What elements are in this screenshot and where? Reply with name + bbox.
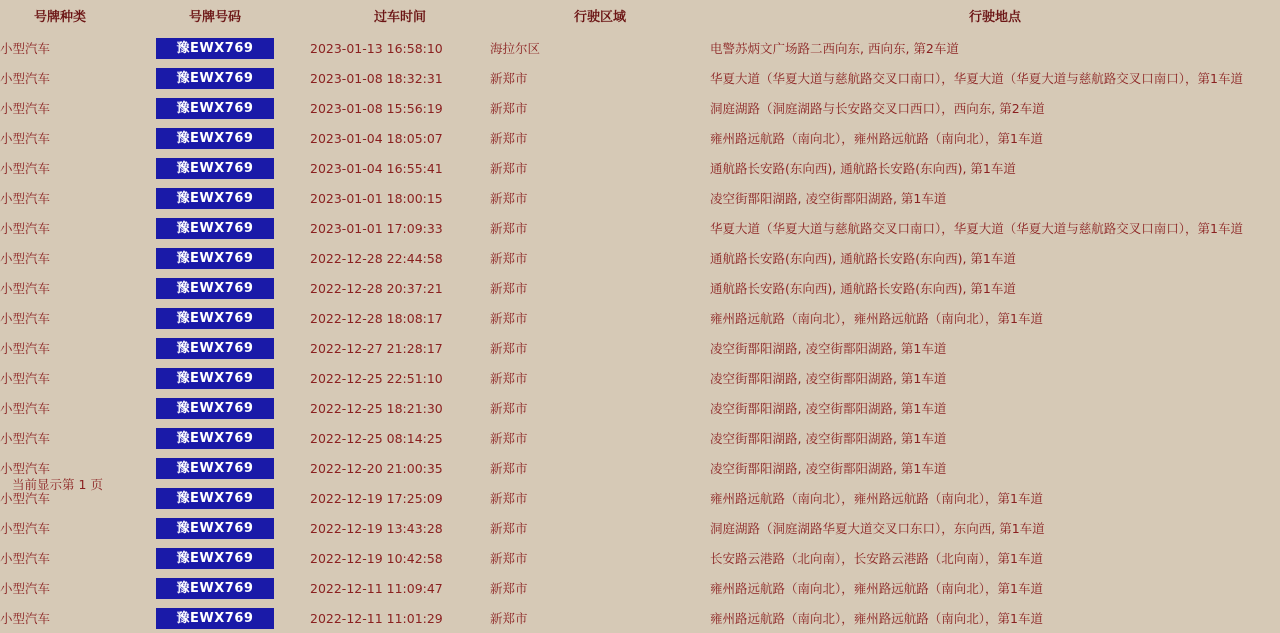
- plate-badge[interactable]: 豫EWX769: [156, 338, 274, 359]
- cell-drive-place: 通航路长安路(东向西), 通航路长安路(东向西), 第1车道: [710, 251, 1016, 266]
- cell-drive-place: 洞庭湖路（洞庭湖路与长安路交叉口西口），西向东, 第2车道: [710, 101, 1045, 116]
- cell-drive-place: 凌空街鄑阳湖路, 凌空街鄑阳湖路, 第1车道: [710, 341, 947, 356]
- plate-badge[interactable]: 豫EWX769: [156, 98, 274, 119]
- plate-badge[interactable]: 豫EWX769: [156, 158, 274, 179]
- cell-plate-number[interactable]: [120, 63, 310, 93]
- column-header-plate-type: 号牌种类: [33, 10, 86, 25]
- table-row[interactable]: [0, 63, 1280, 93]
- table-row[interactable]: [0, 543, 1280, 573]
- cell-pass-time: 2022-12-11 11:09:47: [310, 580, 443, 596]
- cell-drive-area: 新郑市: [490, 401, 528, 416]
- cell-pass-time: 2023-01-01 18:00:15: [310, 190, 443, 206]
- cell-pass-time: 2022-12-25 08:14:25: [310, 430, 443, 446]
- pagination-page-number: 1: [78, 477, 87, 492]
- cell-plate-type: 小型汽车: [0, 431, 51, 446]
- cell-drive-area: 新郑市: [490, 251, 528, 266]
- cell-drive-place: 长安路云港路（北向南），长安路云港路（北向南），第1车道: [710, 551, 1043, 566]
- cell-plate-number[interactable]: [120, 543, 310, 573]
- cell-drive-place: 通航路长安路(东向西), 通航路长安路(东向西), 第1车道: [710, 161, 1016, 176]
- cell-plate-type: 小型汽车: [0, 491, 51, 506]
- cell-plate-number[interactable]: [120, 303, 310, 333]
- cell-pass-time: 2022-12-25 22:51:10: [310, 370, 443, 386]
- cell-drive-place: 雍州路远航路（南向北），雍州路远航路（南向北），第1车道: [710, 131, 1043, 146]
- table-row[interactable]: [0, 393, 1280, 423]
- cell-plate-number[interactable]: [120, 483, 310, 513]
- cell-drive-area: 新郑市: [490, 71, 528, 86]
- cell-drive-place: 通航路长安路(东向西), 通航路长安路(东向西), 第1车道: [710, 281, 1016, 296]
- table-row[interactable]: [0, 303, 1280, 333]
- plate-badge[interactable]: 豫EWX769: [156, 128, 274, 149]
- cell-pass-time: 2022-12-27 21:28:17: [310, 340, 443, 356]
- pagination-status: [12, 475, 103, 493]
- cell-plate-number[interactable]: [120, 183, 310, 213]
- cell-drive-area: 新郑市: [490, 101, 528, 116]
- cell-pass-time: 2023-01-04 18:05:07: [310, 130, 443, 146]
- plate-badge[interactable]: 豫EWX769: [156, 518, 274, 539]
- cell-drive-area: 新郑市: [490, 131, 528, 146]
- cell-drive-place: 凌空街鄑阳湖路, 凌空街鄑阳湖路, 第1车道: [710, 461, 947, 476]
- cell-plate-number[interactable]: [120, 213, 310, 243]
- plate-badge[interactable]: 豫EWX769: [156, 428, 274, 449]
- table-row[interactable]: [0, 213, 1280, 243]
- cell-drive-place: 电警苏炳文广场路二西向东, 西向东, 第2车道: [710, 41, 959, 56]
- cell-drive-area: 新郑市: [490, 581, 528, 596]
- plate-badge[interactable]: 豫EWX769: [156, 488, 274, 509]
- cell-plate-type: 小型汽车: [0, 311, 51, 326]
- pagination-suffix: 页: [90, 477, 103, 492]
- cell-plate-type: 小型汽车: [0, 41, 51, 56]
- table-row[interactable]: [0, 483, 1280, 513]
- cell-drive-place: 雍州路远航路（南向北），雍州路远航路（南向北），第1车道: [710, 311, 1043, 326]
- cell-drive-area: 海拉尔区: [490, 41, 541, 56]
- column-header-drive-area: 行驶区域: [573, 10, 626, 25]
- table-row[interactable]: [0, 183, 1280, 213]
- plate-badge[interactable]: 豫EWX769: [156, 398, 274, 419]
- cell-plate-type: 小型汽车: [0, 251, 51, 266]
- cell-drive-place: 凌空街鄑阳湖路, 凌空街鄑阳湖路, 第1车道: [710, 371, 947, 386]
- cell-drive-area: 新郑市: [490, 431, 528, 446]
- cell-plate-number[interactable]: [120, 603, 310, 633]
- cell-plate-number[interactable]: [120, 393, 310, 423]
- plate-badge[interactable]: 豫EWX769: [156, 188, 274, 209]
- table-row[interactable]: [0, 333, 1280, 363]
- cell-drive-place: 雍州路远航路（南向北），雍州路远航路（南向北），第1车道: [710, 581, 1043, 596]
- cell-pass-time: 2023-01-08 15:56:19: [310, 100, 443, 116]
- cell-drive-area: 新郑市: [490, 551, 528, 566]
- cell-plate-type: 小型汽车: [0, 71, 51, 86]
- cell-drive-place: 洞庭湖路（洞庭湖路华夏大道交叉口东口），东向西, 第1车道: [710, 521, 1045, 536]
- table-row[interactable]: [0, 363, 1280, 393]
- cell-pass-time: 2023-01-08 18:32:31: [310, 70, 443, 86]
- table-row[interactable]: [0, 573, 1280, 603]
- cell-drive-place: 雍州路远航路（南向北），雍州路远航路（南向北），第1车道: [710, 611, 1043, 626]
- cell-pass-time: 2022-12-19 13:43:28: [310, 520, 443, 536]
- cell-plate-type: 小型汽车: [0, 131, 51, 146]
- cell-plate-type: 小型汽车: [0, 101, 51, 116]
- plate-badge[interactable]: 豫EWX769: [156, 578, 274, 599]
- cell-plate-number[interactable]: [120, 423, 310, 453]
- cell-plate-number[interactable]: [120, 33, 310, 63]
- plate-badge[interactable]: 豫EWX769: [156, 608, 274, 629]
- cell-plate-type: 小型汽车: [0, 371, 51, 386]
- cell-plate-type: 小型汽车: [0, 551, 51, 566]
- cell-pass-time: 2022-12-25 18:21:30: [310, 400, 443, 416]
- table-row[interactable]: [0, 453, 1280, 483]
- cell-pass-time: 2022-12-11 11:01:29: [310, 610, 443, 626]
- column-header-plate-number: 号牌号码: [188, 10, 241, 25]
- cell-drive-area: 新郑市: [490, 281, 528, 296]
- cell-plate-type: 小型汽车: [0, 401, 51, 416]
- cell-pass-time: 2023-01-01 17:09:33: [310, 220, 443, 236]
- cell-plate-number[interactable]: [120, 453, 310, 483]
- plate-badge[interactable]: 豫EWX769: [156, 458, 274, 479]
- table-row[interactable]: [0, 423, 1280, 453]
- cell-plate-number[interactable]: [120, 333, 310, 363]
- cell-drive-place: 凌空街鄑阳湖路, 凌空街鄑阳湖路, 第1车道: [710, 431, 947, 446]
- cell-pass-time: 2022-12-19 17:25:09: [310, 490, 443, 506]
- table-row[interactable]: [0, 33, 1280, 63]
- cell-drive-area: 新郑市: [490, 371, 528, 386]
- plate-badge[interactable]: 豫EWX769: [156, 278, 274, 299]
- plate-badge[interactable]: 豫EWX769: [156, 218, 274, 239]
- cell-plate-type: 小型汽车: [0, 581, 51, 596]
- plate-badge[interactable]: 豫EWX769: [156, 248, 274, 269]
- cell-drive-area: 新郑市: [490, 491, 528, 506]
- table-row[interactable]: [0, 603, 1280, 633]
- cell-plate-type: 小型汽车: [0, 341, 51, 356]
- cell-plate-type: 小型汽车: [0, 161, 51, 176]
- cell-pass-time: 2023-01-13 16:58:10: [310, 40, 443, 56]
- table-row[interactable]: [0, 513, 1280, 543]
- cell-drive-area: 新郑市: [490, 341, 528, 356]
- cell-drive-area: 新郑市: [490, 521, 528, 536]
- cell-plate-number[interactable]: [120, 153, 310, 183]
- cell-plate-number[interactable]: [120, 513, 310, 543]
- cell-plate-number[interactable]: [120, 363, 310, 393]
- cell-drive-place: 华夏大道（华夏大道与慈航路交叉口南口），华夏大道（华夏大道与慈航路交叉口南口），第1车道: [710, 71, 1243, 86]
- cell-plate-type: 小型汽车: [0, 191, 51, 206]
- cell-drive-place: 华夏大道（华夏大道与慈航路交叉口南口），华夏大道（华夏大道与慈航路交叉口南口），第1车道: [710, 221, 1243, 236]
- cell-pass-time: 2022-12-20 21:00:35: [310, 460, 443, 476]
- cell-drive-area: 新郑市: [490, 161, 528, 176]
- table-row[interactable]: [0, 153, 1280, 183]
- plate-badge[interactable]: 豫EWX769: [156, 38, 274, 59]
- cell-plate-number[interactable]: [120, 93, 310, 123]
- cell-drive-area: 新郑市: [490, 461, 528, 476]
- column-header-pass-time: 过车时间: [373, 10, 426, 25]
- cell-drive-place: 凌空街鄑阳湖路, 凌空街鄑阳湖路, 第1车道: [710, 191, 947, 206]
- cell-drive-area: 新郑市: [490, 311, 528, 326]
- cell-plate-type: 小型汽车: [0, 521, 51, 536]
- cell-plate-number[interactable]: [120, 243, 310, 273]
- table-row[interactable]: [0, 243, 1280, 273]
- cell-pass-time: 2022-12-28 18:08:17: [310, 310, 443, 326]
- cell-plate-type: 小型汽车: [0, 281, 51, 296]
- cell-plate-number[interactable]: [120, 123, 310, 153]
- table-header: [0, 0, 1280, 33]
- cell-pass-time: 2023-01-04 16:55:41: [310, 160, 443, 176]
- cell-drive-place: 凌空街鄑阳湖路, 凌空街鄑阳湖路, 第1车道: [710, 401, 947, 416]
- cell-plate-type: 小型汽车: [0, 611, 51, 626]
- cell-drive-place: 雍州路远航路（南向北），雍州路远航路（南向北），第1车道: [710, 491, 1043, 506]
- cell-plate-type: 小型汽车: [0, 461, 51, 476]
- cell-plate-type: 小型汽车: [0, 221, 51, 236]
- column-header-drive-place: 行驶地点: [968, 10, 1021, 25]
- cell-plate-number[interactable]: [120, 273, 310, 303]
- cell-pass-time: 2022-12-19 10:42:58: [310, 550, 443, 566]
- cell-drive-area: 新郑市: [490, 221, 528, 236]
- plate-badge[interactable]: 豫EWX769: [156, 308, 274, 329]
- cell-drive-area: 新郑市: [490, 611, 528, 626]
- cell-pass-time: 2022-12-28 22:44:58: [310, 250, 443, 266]
- cell-plate-number[interactable]: [120, 573, 310, 603]
- table-header-row: [0, 0, 1280, 33]
- plate-badge[interactable]: 豫EWX769: [156, 548, 274, 569]
- table-row[interactable]: [0, 93, 1280, 123]
- table-row[interactable]: [0, 123, 1280, 153]
- plate-badge[interactable]: 豫EWX769: [156, 68, 274, 89]
- table-row[interactable]: [0, 273, 1280, 303]
- pagination-prefix: 当前显示第: [12, 477, 75, 492]
- cell-drive-area: 新郑市: [490, 191, 528, 206]
- cell-pass-time: 2022-12-28 20:37:21: [310, 280, 443, 296]
- table-body: [0, 33, 1280, 633]
- plate-badge[interactable]: 豫EWX769: [156, 368, 274, 389]
